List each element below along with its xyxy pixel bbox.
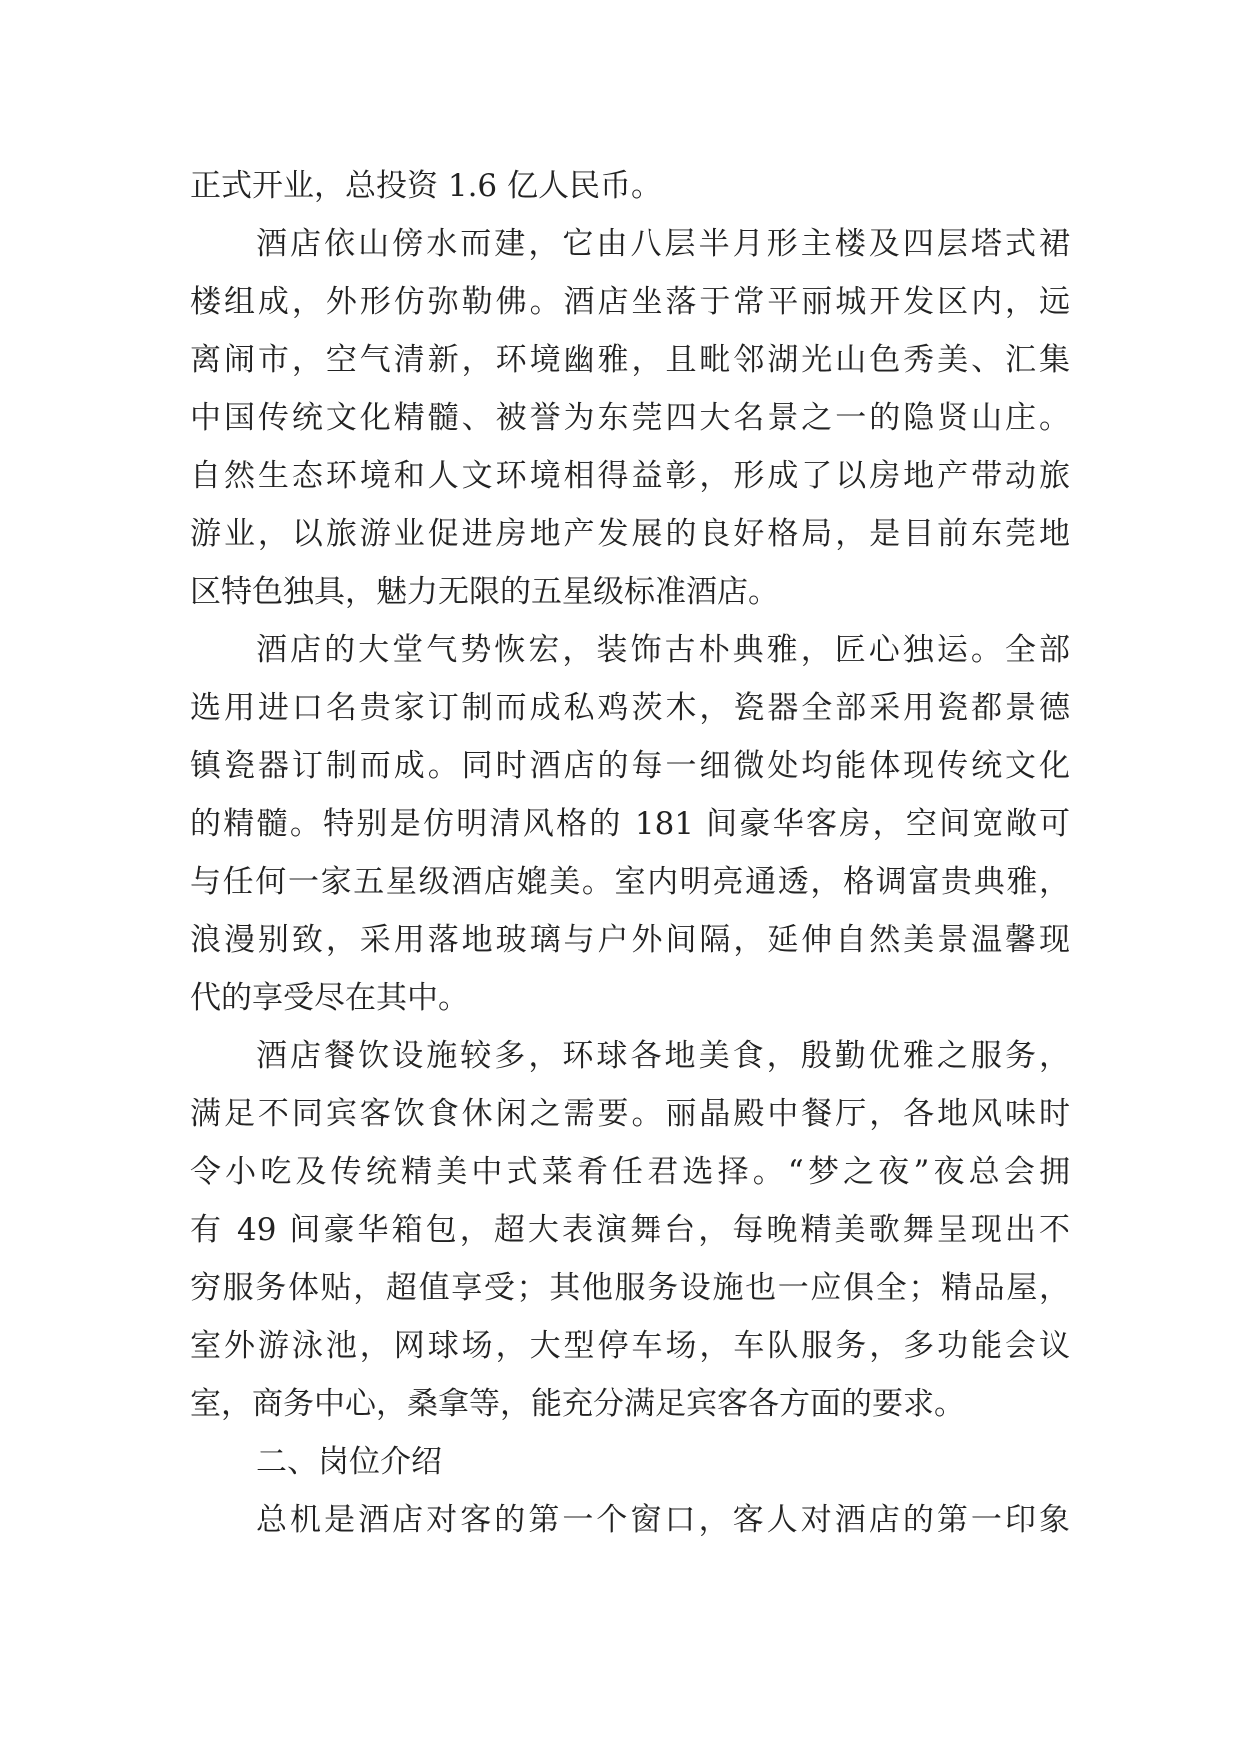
text-line: 的精髓。特别是仿明清风格的 181 间豪华客房，空间宽敞可 — [190, 806, 1070, 842]
text-line: 选用进口名贵家订制而成私鸡茨木，瓷器全部采用瓷都景德 — [190, 690, 1070, 726]
text-line: 浪漫别致，采用落地玻璃与户外间隔，延伸自然美景温馨现 — [190, 922, 1070, 958]
section-heading: 二、岗位介绍 — [256, 1444, 442, 1480]
text-line: 正式开业，总投资 1.6 亿人民币。 — [190, 168, 663, 204]
text-line: 穷服务体贴，超值享受；其他服务设施也一应俱全；精品屋， — [190, 1270, 1070, 1306]
paragraph-first-line: 酒店的大堂气势恢宏，装饰古朴典雅，匠心独运。全部 — [256, 632, 1070, 668]
text-line: 离闹市，空气清新，环境幽雅，且毗邻湖光山色秀美、汇集 — [190, 342, 1070, 378]
text-line: 自然生态环境和人文环境相得益彰，形成了以房地产带动旅 — [190, 458, 1070, 494]
text-line: 中国传统文化精髓、被誉为东莞四大名景之一的隐贤山庄。 — [190, 400, 1070, 436]
text-line: 与任何一家五星级酒店媲美。室内明亮通透，格调富贵典雅， — [190, 864, 1070, 900]
paragraph-first-line: 酒店依山傍水而建，它由八层半月形主楼及四层塔式裙 — [256, 226, 1070, 262]
text-line: 满足不同宾客饮食休闲之需要。丽晶殿中餐厅，各地风味时 — [190, 1096, 1070, 1132]
text-line: 令小吃及传统精美中式菜肴任君选择。“梦之夜”夜总会拥 — [190, 1154, 1070, 1190]
text-line: 室，商务中心，桑拿等，能充分满足宾客各方面的要求。 — [190, 1386, 965, 1422]
text-line: 区特色独具，魅力无限的五星级标准酒店。 — [190, 574, 779, 610]
text-line: 楼组成，外形仿弥勒佛。酒店坐落于常平丽城开发区内，远 — [190, 284, 1070, 320]
text-line: 室外游泳池，网球场，大型停车场，车队服务，多功能会议 — [190, 1328, 1070, 1364]
paragraph-first-line: 总机是酒店对客的第一个窗口，客人对酒店的第一印象 — [256, 1502, 1070, 1538]
text-line: 镇瓷器订制而成。同时酒店的每一细微处均能体现传统文化 — [190, 748, 1070, 784]
text-line: 游业，以旅游业促进房地产发展的良好格局，是目前东莞地 — [190, 516, 1070, 552]
paragraph-first-line: 酒店餐饮设施较多，环球各地美食，殷勤优雅之服务， — [256, 1038, 1070, 1074]
text-line: 代的享受尽在其中。 — [190, 980, 469, 1016]
text-line: 有 49 间豪华箱包，超大表演舞台，每晚精美歌舞呈现出不 — [190, 1212, 1070, 1248]
